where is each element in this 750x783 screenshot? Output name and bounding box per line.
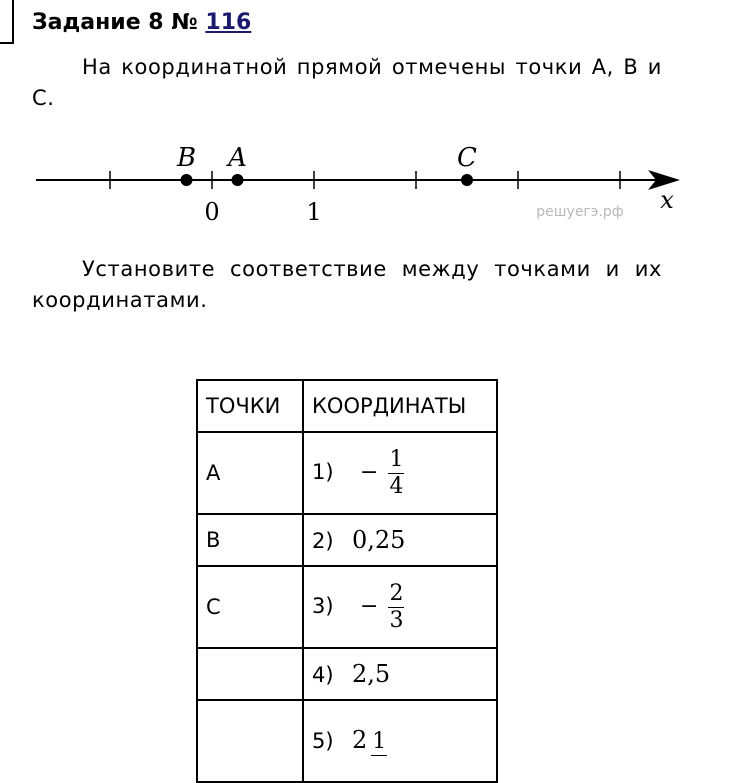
coord-cell — [303, 514, 497, 566]
point-b-label: B — [176, 143, 197, 173]
denominator: 3 — [389, 607, 404, 633]
table-row — [197, 566, 497, 648]
point-b-marker — [181, 174, 193, 186]
task-title: Задание 8 № — [32, 10, 198, 35]
axis-label-x: x — [660, 186, 674, 214]
coord-value: 2,5 — [352, 660, 391, 688]
table-row — [197, 514, 497, 566]
tick-label-1: 1 — [306, 198, 322, 226]
point-a-label: A — [228, 143, 247, 173]
point-cell — [197, 648, 303, 700]
option-number: 2) — [312, 529, 334, 553]
minus-sign: − — [360, 594, 379, 619]
point-c-label: C — [457, 143, 477, 173]
task-statement: На координатной прямой отмечены точки A, B и C. — [32, 55, 662, 110]
fraction — [388, 447, 404, 500]
option-number: 4) — [312, 663, 334, 687]
numerator: 1 — [372, 728, 387, 754]
point-cell: B — [197, 514, 303, 566]
number-line — [0, 130, 750, 230]
numerator: 1 — [389, 446, 404, 472]
option-number: 3) — [312, 594, 334, 618]
fraction — [371, 729, 387, 756]
coord-cell — [303, 566, 497, 648]
denominator: 4 — [389, 473, 404, 499]
coord-value: 0,25 — [352, 526, 406, 554]
option-number: 5) — [312, 729, 334, 754]
option-number: 1) — [312, 460, 334, 484]
coord-cell — [303, 432, 497, 514]
point-cell — [197, 700, 303, 782]
table-row — [197, 432, 497, 514]
header-coords: КООРДИНАТЫ — [303, 380, 497, 432]
tick-label-0: 0 — [204, 198, 220, 226]
coord-cell — [303, 700, 497, 782]
mixed-whole: 2 — [352, 726, 368, 755]
table-row — [197, 648, 497, 700]
task-header — [32, 8, 251, 38]
point-cell: C — [197, 566, 303, 648]
minus-sign: − — [360, 460, 379, 485]
watermark: решуегэ.рф — [536, 204, 624, 220]
point-a-marker — [232, 174, 244, 186]
coord-cell — [303, 648, 497, 700]
task-number-link[interactable]: 116 — [205, 10, 252, 35]
task-instruction: Установите соответствие между точками и их координатами. — [32, 257, 662, 312]
point-cell: A — [197, 432, 303, 514]
header-points: ТОЧКИ — [197, 380, 303, 432]
point-c-marker — [461, 174, 473, 186]
matching-table — [196, 379, 498, 783]
fraction — [388, 581, 404, 634]
corner-mark — [0, 0, 14, 44]
numerator: 2 — [389, 580, 404, 606]
table-row — [197, 700, 497, 782]
